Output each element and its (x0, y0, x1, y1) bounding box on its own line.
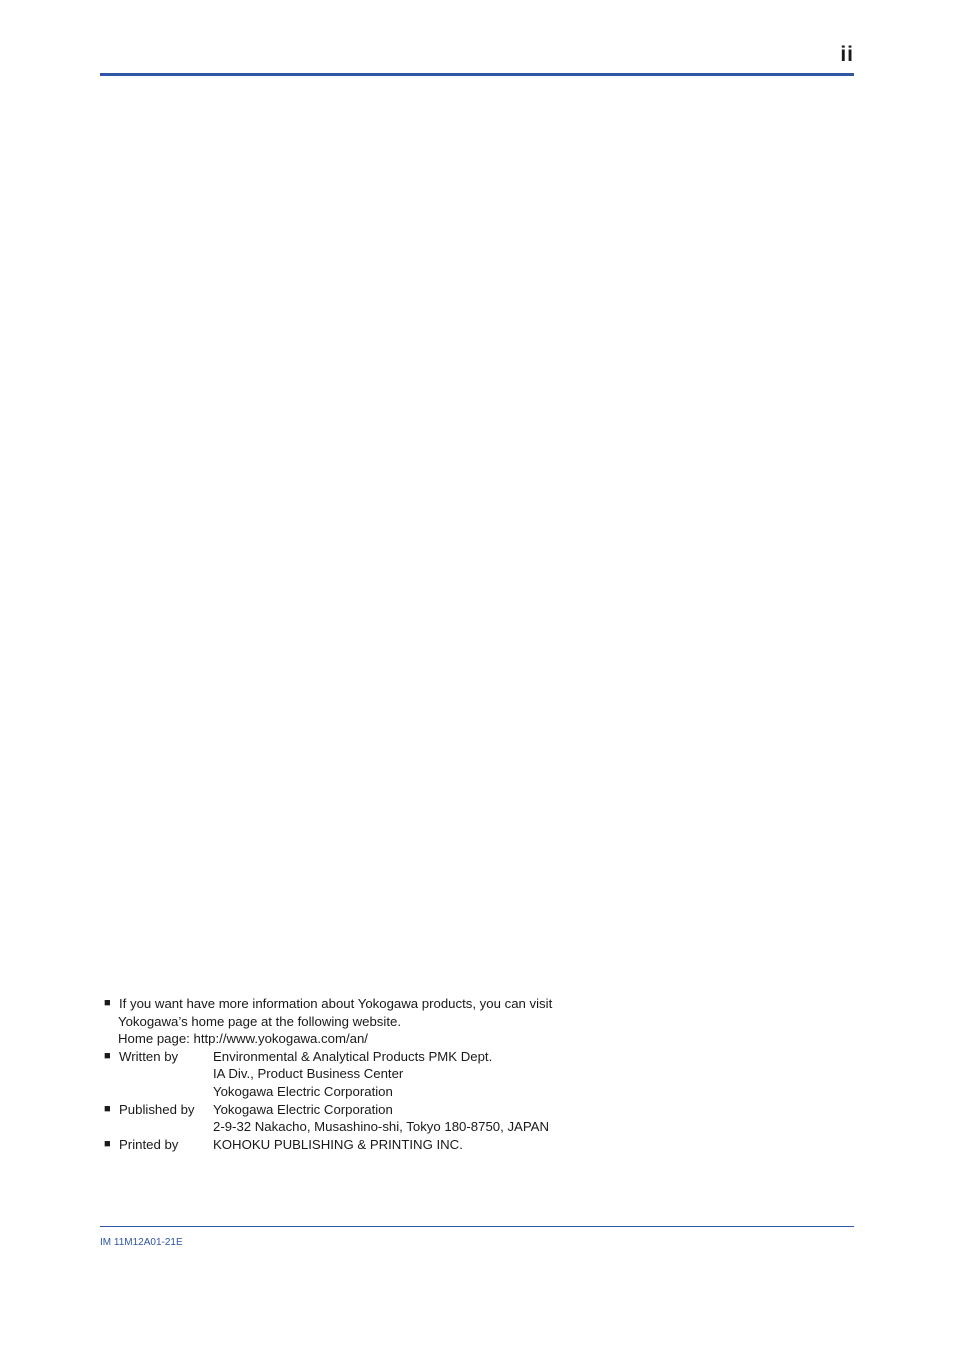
website-line-2: Yokogawa’s home page at the following website. (118, 1013, 401, 1029)
written-by-value-1: Environmental & Analytical Products PMK Dept. (213, 1048, 493, 1064)
published-by-value-2: 2-9-32 Nakacho, Musashino-shi, Tokyo 180-8750, JAPAN (213, 1119, 549, 1135)
published-by-value-1: Yokogawa Electric Corporation (213, 1101, 393, 1117)
footer-rule (100, 1226, 854, 1227)
bullet-square-icon: ■ (104, 1102, 111, 1115)
publication-info (104, 995, 704, 1153)
header-rule (100, 73, 854, 76)
page-number: ii (840, 43, 854, 66)
printed-by-row (104, 1136, 704, 1154)
printed-by-label: Printed by (119, 1136, 179, 1152)
written-by-value-2: IA Div., Product Business Center (213, 1066, 404, 1082)
written-by-label: Written by (119, 1048, 179, 1064)
website-info (104, 995, 704, 1013)
bullet-square-icon: ■ (104, 1137, 111, 1150)
published-by-row (104, 1101, 704, 1119)
website-line-1: If you want have more information about Yokogawa products, you can visit (119, 996, 553, 1011)
written-by-row (104, 1048, 704, 1066)
document-id: IM 11M12A01-21E (100, 1237, 183, 1248)
published-by-label: Published by (119, 1101, 195, 1117)
website-line-3: Home page: http://www.yokogawa.com/an/ (118, 1031, 368, 1047)
bullet-square-icon: ■ (104, 1049, 111, 1062)
printed-by-value-1: KOHOKU PUBLISHING & PRINTING INC. (213, 1136, 463, 1152)
written-by-value-3: Yokogawa Electric Corporation (213, 1083, 393, 1099)
bullet-square-icon: ■ (104, 997, 111, 1009)
